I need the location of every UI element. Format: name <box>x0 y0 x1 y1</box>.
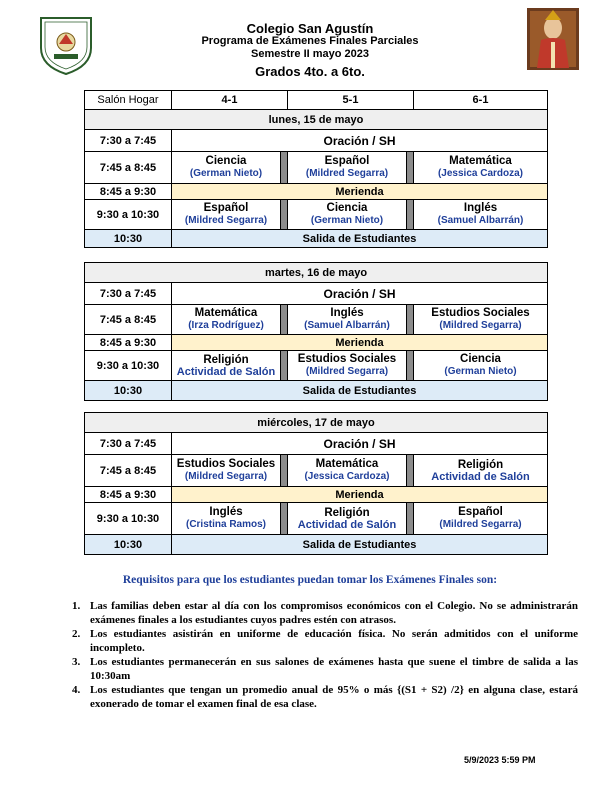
column-separator <box>407 152 414 184</box>
group-label: 5-1 <box>288 91 414 110</box>
salida-cell: Salida de Estudiantes <box>172 535 548 555</box>
exam-teacher: (Cristina Ramos) <box>185 519 266 530</box>
requirement-text: Los estudiantes permanecerán en sus salones de exámenes hasta que suene el timbre de salida a las 10:30am <box>90 656 578 682</box>
exam-teacher: (Mildred Segarra) <box>439 320 522 331</box>
school-name: Colegio San Agustín <box>246 21 374 36</box>
group-label: 6-1 <box>414 91 548 110</box>
time-cell: 10:30 <box>85 230 172 248</box>
exam-subject: Inglés <box>463 202 498 214</box>
exam-teacher: (Jessica Cardoza) <box>304 471 390 482</box>
time-cell: 7:45 a 8:45 <box>85 152 172 184</box>
time-cell: 7:30 a 7:45 <box>85 433 172 455</box>
saint-portrait-logo <box>527 8 579 82</box>
salida-cell: Salida de Estudiantes <box>172 381 548 401</box>
column-separator <box>407 455 414 487</box>
merienda-cell: Merienda <box>172 487 548 503</box>
requirement-number: 2. <box>72 628 81 640</box>
exam-subject: Inglés <box>330 307 364 319</box>
exam-teacher: (Mildred Segarra) <box>305 366 389 377</box>
exam-subject: Matemática <box>315 458 379 470</box>
requirement-item <box>72 684 578 711</box>
column-separator <box>407 200 414 230</box>
page-header <box>130 22 490 81</box>
requirement-text: Los estudiantes asistirán en uniforme de educación física. No serán admitidos con el uniforme incompleto. <box>90 628 578 654</box>
column-separator <box>281 503 288 535</box>
exam-teacher: (Mildred Segarra) <box>439 519 522 530</box>
requirement-text: Las familias deben estar al día con los compromisos económicos con el Colegio. No se administrarán exámenes finales a los estudiantes cuyos padres estén con atrasos. <box>90 600 578 626</box>
salon-hogar-label: Salón Hogar <box>85 91 172 110</box>
exam-cell <box>288 351 407 381</box>
exam-teacher: (Irza Rodríguez) <box>188 320 264 331</box>
exam-cell <box>172 152 281 184</box>
oracion-cell: Oración / SH <box>172 283 548 305</box>
exam-teacher: Actividad de Salón <box>431 470 530 483</box>
exam-cell <box>414 200 548 230</box>
exam-cell <box>288 455 407 487</box>
exam-cell <box>414 305 548 335</box>
exam-cell <box>414 455 548 487</box>
salida-cell: Salida de Estudiantes <box>172 230 548 248</box>
program-title: Programa de Exámenes Finales Parciales <box>201 35 419 47</box>
exam-cell <box>288 305 407 335</box>
column-separator <box>407 351 414 381</box>
exam-cell <box>414 351 548 381</box>
exam-teacher: (Mildred Segarra) <box>305 168 389 179</box>
column-separator <box>281 455 288 487</box>
exam-teacher: (Samuel Albarrán) <box>304 320 390 331</box>
exam-teacher: (Jessica Cardoza) <box>437 168 524 179</box>
schedule-table-monday <box>84 90 548 248</box>
time-cell: 7:45 a 8:45 <box>85 455 172 487</box>
column-separator <box>281 351 288 381</box>
column-separator <box>407 305 414 335</box>
time-cell: 9:30 a 10:30 <box>85 351 172 381</box>
exam-subject: Estudios Sociales <box>176 458 276 470</box>
exam-subject: Ciencia <box>460 353 501 365</box>
schedule-table-wednesday <box>84 412 548 555</box>
exam-teacher: (Mildred Segarra) <box>184 471 268 482</box>
day-date: miércoles, 17 de mayo <box>85 413 548 433</box>
exam-teacher: (Samuel Albarrán) <box>437 215 524 226</box>
exam-subject: Español <box>203 202 249 214</box>
exam-teacher: (Mildred Segarra) <box>184 215 268 226</box>
exam-subject: Religión <box>203 353 249 366</box>
grades-label: Grados 4to. a 6to. <box>255 64 365 79</box>
exam-cell <box>414 503 548 535</box>
exam-subject: Matemática <box>194 307 258 319</box>
time-cell: 8:45 a 9:30 <box>85 487 172 503</box>
time-cell: 8:45 a 9:30 <box>85 335 172 351</box>
exam-cell <box>172 305 281 335</box>
requirement-text: Los estudiantes que tengan un promedio anual de 95% o más {(S1 + S2) /2} en alguna clase, estará exonerado de tomar el examen final de esa clase. <box>90 684 578 710</box>
exam-cell <box>288 152 407 184</box>
exam-cell <box>288 503 407 535</box>
exam-subject: Ciencia <box>326 202 368 214</box>
requirement-item <box>72 628 578 655</box>
oracion-cell: Oración / SH <box>172 130 548 152</box>
time-cell: 7:30 a 7:45 <box>85 283 172 305</box>
merienda-cell: Merienda <box>172 184 548 200</box>
oracion-cell: Oración / SH <box>172 433 548 455</box>
exam-cell <box>288 200 407 230</box>
time-cell: 9:30 a 10:30 <box>85 200 172 230</box>
exam-subject: Religión <box>324 506 370 519</box>
column-separator <box>407 503 414 535</box>
exam-teacher: Actividad de Salón <box>176 365 276 378</box>
requirements-title: Requisitos para que los estudiantes puedan tomar los Exámenes Finales son: <box>122 574 498 586</box>
time-cell: 8:45 a 9:30 <box>85 184 172 200</box>
time-cell: 10:30 <box>85 535 172 555</box>
semester-label: Semestre II mayo 2023 <box>250 48 370 60</box>
exam-subject: Español <box>324 155 370 167</box>
requirement-item <box>72 600 578 627</box>
exam-teacher: (German Nieto) <box>189 168 263 179</box>
column-separator <box>281 305 288 335</box>
exam-cell <box>172 455 281 487</box>
exam-teacher: Actividad de Salón <box>297 518 397 531</box>
exam-teacher: (German Nieto) <box>444 366 517 377</box>
merienda-cell: Merienda <box>172 335 548 351</box>
exam-cell <box>172 503 281 535</box>
exam-subject: Estudios Sociales <box>431 307 530 319</box>
day-date: martes, 16 de mayo <box>85 263 548 283</box>
exam-subject: Ciencia <box>205 155 247 167</box>
column-separator <box>281 152 288 184</box>
time-cell: 9:30 a 10:30 <box>85 503 172 535</box>
requirement-item <box>72 656 578 683</box>
salon-hogar-row <box>85 91 548 110</box>
exam-subject: Español <box>458 506 503 518</box>
column-separator <box>281 200 288 230</box>
time-cell: 10:30 <box>85 381 172 401</box>
exam-cell <box>172 200 281 230</box>
schedule-table-tuesday <box>84 262 548 401</box>
exam-subject: Matemática <box>449 155 512 167</box>
exam-subject: Estudios Sociales <box>297 353 397 365</box>
group-label: 4-1 <box>172 91 288 110</box>
requirements-list <box>72 600 578 712</box>
exam-subject: Religión <box>457 458 504 471</box>
requirement-number: 4. <box>72 684 81 696</box>
footer-timestamp: 5/9/2023 5:59 PM <box>464 755 536 765</box>
exam-subject: Inglés <box>209 506 243 518</box>
exam-cell <box>414 152 548 184</box>
exam-cell <box>172 351 281 381</box>
time-cell: 7:45 a 8:45 <box>85 305 172 335</box>
requirement-number: 3. <box>72 656 81 668</box>
school-crest-logo <box>37 14 95 76</box>
time-cell: 7:30 a 7:45 <box>85 130 172 152</box>
exam-teacher: (German Nieto) <box>310 215 384 226</box>
day-date: lunes, 15 de mayo <box>85 110 548 130</box>
requirement-number: 1. <box>72 600 81 612</box>
